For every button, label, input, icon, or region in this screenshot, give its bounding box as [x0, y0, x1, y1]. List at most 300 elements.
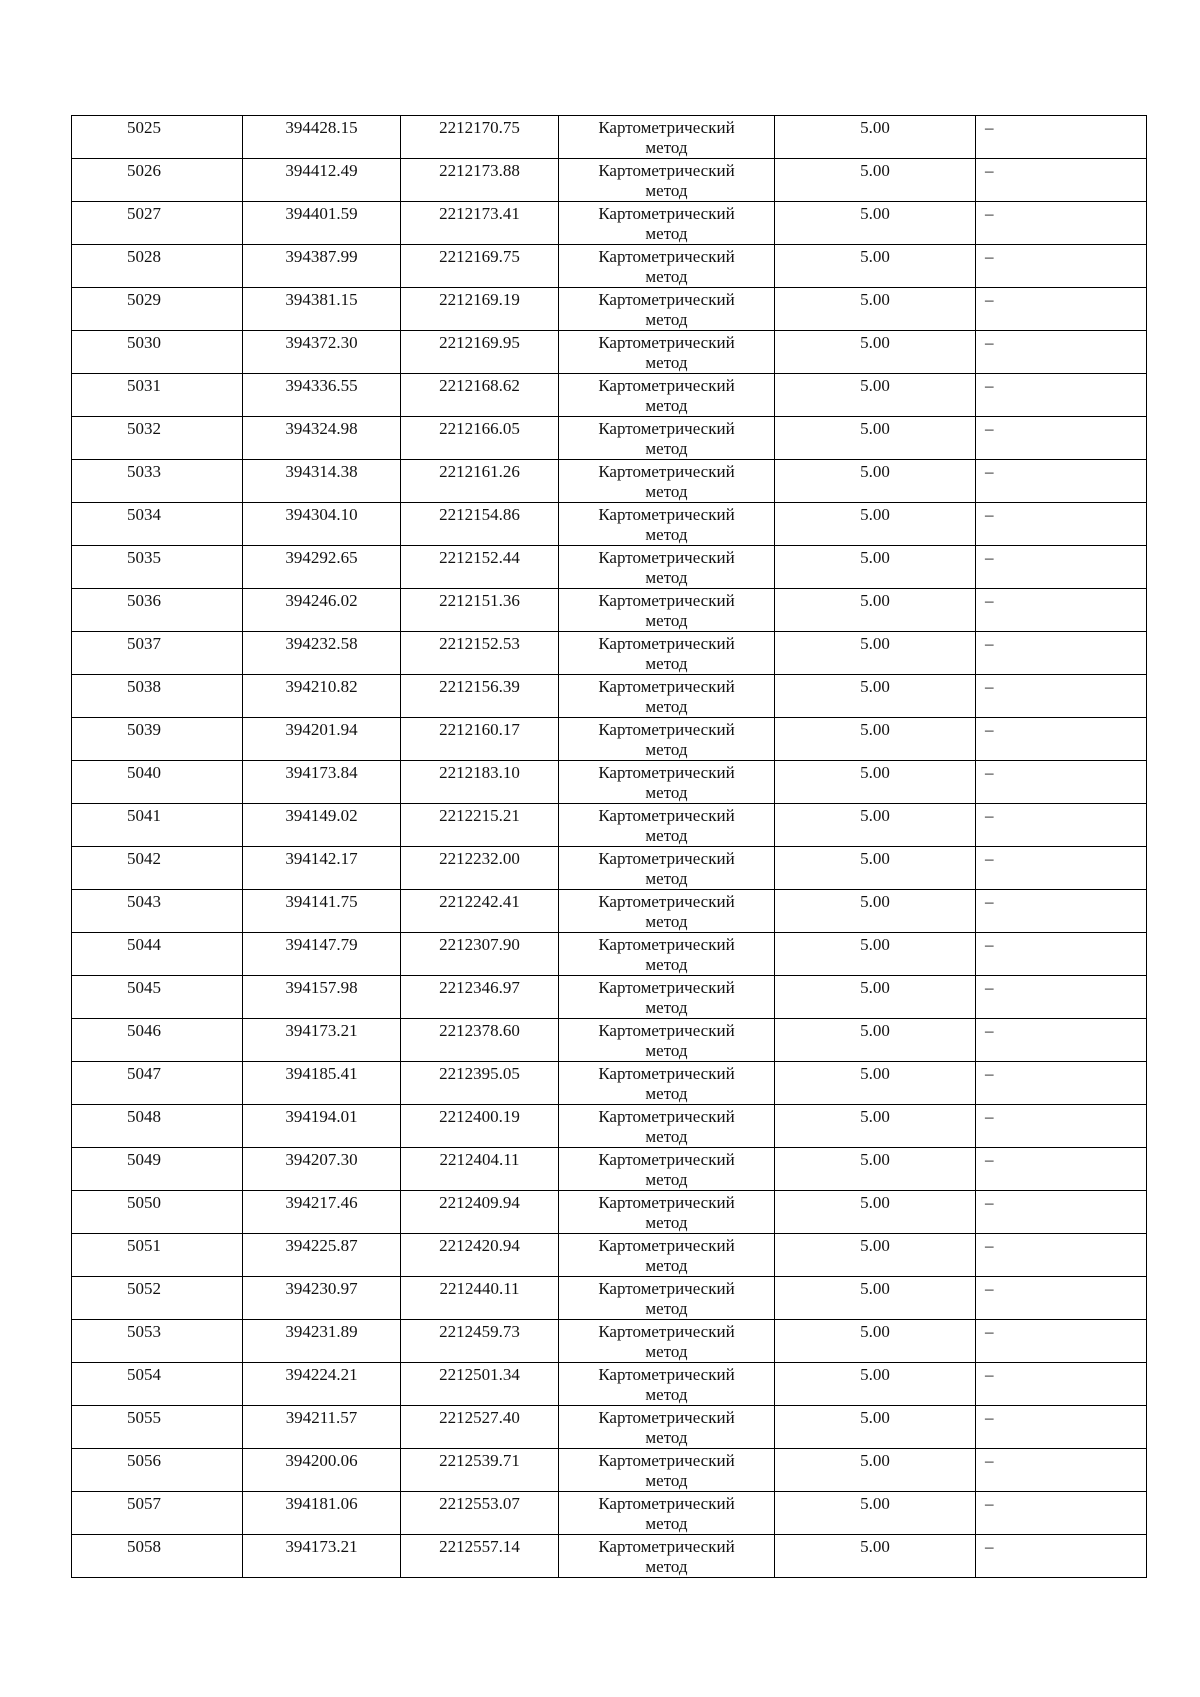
note-cell: –: [976, 976, 1147, 1019]
method-line-1: Картометрический: [598, 935, 735, 954]
precision-cell: 5.00: [775, 503, 976, 546]
precision-cell: 5.00: [775, 976, 976, 1019]
method-cell: [559, 1191, 775, 1234]
method-line-2: метод: [645, 1127, 688, 1146]
method-line-2: метод: [645, 955, 688, 974]
method-cell: [559, 202, 775, 245]
y-coordinate-cell: 2212173.41: [401, 202, 559, 245]
method-line-2: метод: [645, 1041, 688, 1060]
x-coordinate-cell: 394149.02: [243, 804, 401, 847]
method-cell: [559, 1320, 775, 1363]
precision-cell: 5.00: [775, 1277, 976, 1320]
method-line-1: Картометрический: [598, 1150, 735, 1169]
point-number-cell: 5044: [72, 933, 243, 976]
y-coordinate-cell: 2212395.05: [401, 1062, 559, 1105]
table-row: [72, 245, 1147, 288]
method-line-1: Картометрический: [598, 892, 735, 911]
precision-cell: 5.00: [775, 1062, 976, 1105]
x-coordinate-cell: 394231.89: [243, 1320, 401, 1363]
method-cell: [559, 417, 775, 460]
method-line-2: метод: [645, 1084, 688, 1103]
method-line-1: Картометрический: [598, 720, 735, 739]
method-line-1: Картометрический: [598, 1193, 735, 1212]
precision-cell: 5.00: [775, 546, 976, 589]
note-cell: –: [976, 159, 1147, 202]
point-number-cell: 5037: [72, 632, 243, 675]
x-coordinate-cell: 394230.97: [243, 1277, 401, 1320]
precision-cell: 5.00: [775, 245, 976, 288]
y-coordinate-cell: 2212168.62: [401, 374, 559, 417]
point-number-cell: 5055: [72, 1406, 243, 1449]
method-line-1: Картометрический: [598, 1365, 735, 1384]
point-number-cell: 5054: [72, 1363, 243, 1406]
precision-cell: 5.00: [775, 1234, 976, 1277]
method-cell: [559, 331, 775, 374]
method-line-2: метод: [645, 1256, 688, 1275]
table-row: [72, 1535, 1147, 1578]
note-cell: –: [976, 589, 1147, 632]
note-cell: –: [976, 1492, 1147, 1535]
method-line-1: Картометрический: [598, 548, 735, 567]
method-cell: [559, 632, 775, 675]
point-number-cell: 5027: [72, 202, 243, 245]
x-coordinate-cell: 394381.15: [243, 288, 401, 331]
precision-cell: 5.00: [775, 1019, 976, 1062]
method-line-2: метод: [645, 310, 688, 329]
method-cell: [559, 1492, 775, 1535]
table-row: [72, 589, 1147, 632]
table-row: [72, 202, 1147, 245]
x-coordinate-cell: 394142.17: [243, 847, 401, 890]
x-coordinate-cell: 394387.99: [243, 245, 401, 288]
point-number-cell: 5034: [72, 503, 243, 546]
coordinates-table: [71, 115, 1147, 1578]
note-cell: –: [976, 804, 1147, 847]
method-cell: [559, 1363, 775, 1406]
method-cell: [559, 933, 775, 976]
method-cell: [559, 718, 775, 761]
method-line-1: Картометрический: [598, 1494, 735, 1513]
x-coordinate-cell: 394194.01: [243, 1105, 401, 1148]
y-coordinate-cell: 2212161.26: [401, 460, 559, 503]
method-line-2: метод: [645, 1213, 688, 1232]
method-line-1: Картометрический: [598, 634, 735, 653]
method-line-1: Картометрический: [598, 462, 735, 481]
precision-cell: 5.00: [775, 761, 976, 804]
note-cell: –: [976, 460, 1147, 503]
precision-cell: 5.00: [775, 1191, 976, 1234]
table-row: [72, 847, 1147, 890]
table-row: [72, 1320, 1147, 1363]
point-number-cell: 5036: [72, 589, 243, 632]
table-row: [72, 374, 1147, 417]
method-line-1: Картометрический: [598, 1408, 735, 1427]
method-cell: [559, 245, 775, 288]
table-row: [72, 546, 1147, 589]
y-coordinate-cell: 2212557.14: [401, 1535, 559, 1578]
point-number-cell: 5058: [72, 1535, 243, 1578]
note-cell: –: [976, 933, 1147, 976]
point-number-cell: 5045: [72, 976, 243, 1019]
table-row: [72, 331, 1147, 374]
method-line-1: Картометрический: [598, 978, 735, 997]
point-number-cell: 5048: [72, 1105, 243, 1148]
method-line-1: Картометрический: [598, 290, 735, 309]
point-number-cell: 5043: [72, 890, 243, 933]
method-line-1: Картометрический: [598, 806, 735, 825]
y-coordinate-cell: 2212183.10: [401, 761, 559, 804]
table-row: [72, 116, 1147, 159]
x-coordinate-cell: 394336.55: [243, 374, 401, 417]
method-cell: [559, 675, 775, 718]
method-cell: [559, 1535, 775, 1578]
method-line-1: Картометрический: [598, 376, 735, 395]
precision-cell: 5.00: [775, 933, 976, 976]
y-coordinate-cell: 2212346.97: [401, 976, 559, 1019]
method-line-2: метод: [645, 1557, 688, 1576]
method-cell: [559, 847, 775, 890]
method-cell: [559, 1105, 775, 1148]
precision-cell: 5.00: [775, 1105, 976, 1148]
table-row: [72, 1406, 1147, 1449]
x-coordinate-cell: 394225.87: [243, 1234, 401, 1277]
method-line-2: метод: [645, 525, 688, 544]
method-line-1: Картометрический: [598, 1021, 735, 1040]
table-row: [72, 159, 1147, 202]
method-line-1: Картометрический: [598, 849, 735, 868]
point-number-cell: 5035: [72, 546, 243, 589]
table-row: [72, 1019, 1147, 1062]
y-coordinate-cell: 2212307.90: [401, 933, 559, 976]
point-number-cell: 5056: [72, 1449, 243, 1492]
x-coordinate-cell: 394217.46: [243, 1191, 401, 1234]
note-cell: –: [976, 1148, 1147, 1191]
x-coordinate-cell: 394207.30: [243, 1148, 401, 1191]
precision-cell: 5.00: [775, 288, 976, 331]
y-coordinate-cell: 2212152.53: [401, 632, 559, 675]
precision-cell: 5.00: [775, 675, 976, 718]
method-cell: [559, 159, 775, 202]
x-coordinate-cell: 394211.57: [243, 1406, 401, 1449]
note-cell: –: [976, 1062, 1147, 1105]
precision-cell: 5.00: [775, 202, 976, 245]
note-cell: –: [976, 116, 1147, 159]
method-cell: [559, 804, 775, 847]
x-coordinate-cell: 394246.02: [243, 589, 401, 632]
precision-cell: 5.00: [775, 890, 976, 933]
method-line-2: метод: [645, 1299, 688, 1318]
note-cell: –: [976, 288, 1147, 331]
note-cell: –: [976, 503, 1147, 546]
y-coordinate-cell: 2212232.00: [401, 847, 559, 890]
precision-cell: 5.00: [775, 847, 976, 890]
method-cell: [559, 976, 775, 1019]
precision-cell: 5.00: [775, 460, 976, 503]
point-number-cell: 5057: [72, 1492, 243, 1535]
precision-cell: 5.00: [775, 589, 976, 632]
note-cell: –: [976, 546, 1147, 589]
method-line-2: метод: [645, 998, 688, 1017]
table-row: [72, 1492, 1147, 1535]
table-row: [72, 1449, 1147, 1492]
method-cell: [559, 1406, 775, 1449]
method-line-2: метод: [645, 697, 688, 716]
method-line-2: метод: [645, 783, 688, 802]
table-row: [72, 460, 1147, 503]
table-row: [72, 417, 1147, 460]
x-coordinate-cell: 394173.21: [243, 1535, 401, 1578]
point-number-cell: 5039: [72, 718, 243, 761]
x-coordinate-cell: 394324.98: [243, 417, 401, 460]
note-cell: –: [976, 374, 1147, 417]
method-cell: [559, 288, 775, 331]
note-cell: –: [976, 632, 1147, 675]
x-coordinate-cell: 394181.06: [243, 1492, 401, 1535]
method-line-1: Картометрический: [598, 1236, 735, 1255]
note-cell: –: [976, 331, 1147, 374]
method-line-2: метод: [645, 1514, 688, 1533]
point-number-cell: 5051: [72, 1234, 243, 1277]
table-row: [72, 976, 1147, 1019]
point-number-cell: 5032: [72, 417, 243, 460]
method-line-2: метод: [645, 267, 688, 286]
y-coordinate-cell: 2212166.05: [401, 417, 559, 460]
precision-cell: 5.00: [775, 374, 976, 417]
method-line-2: метод: [645, 869, 688, 888]
point-number-cell: 5049: [72, 1148, 243, 1191]
y-coordinate-cell: 2212404.11: [401, 1148, 559, 1191]
note-cell: –: [976, 718, 1147, 761]
precision-cell: 5.00: [775, 159, 976, 202]
point-number-cell: 5025: [72, 116, 243, 159]
method-line-1: Картометрический: [598, 419, 735, 438]
y-coordinate-cell: 2212440.11: [401, 1277, 559, 1320]
x-coordinate-cell: 394210.82: [243, 675, 401, 718]
x-coordinate-cell: 394224.21: [243, 1363, 401, 1406]
method-cell: [559, 589, 775, 632]
y-coordinate-cell: 2212169.75: [401, 245, 559, 288]
method-line-1: Картометрический: [598, 204, 735, 223]
precision-cell: 5.00: [775, 1148, 976, 1191]
y-coordinate-cell: 2212501.34: [401, 1363, 559, 1406]
method-line-2: метод: [645, 568, 688, 587]
table-row: [72, 1234, 1147, 1277]
y-coordinate-cell: 2212156.39: [401, 675, 559, 718]
x-coordinate-cell: 394157.98: [243, 976, 401, 1019]
x-coordinate-cell: 394412.49: [243, 159, 401, 202]
method-line-1: Картометрический: [598, 505, 735, 524]
note-cell: –: [976, 202, 1147, 245]
x-coordinate-cell: 394201.94: [243, 718, 401, 761]
table-row: [72, 933, 1147, 976]
method-line-1: Картометрический: [598, 1107, 735, 1126]
table-body: [72, 116, 1147, 1578]
point-number-cell: 5042: [72, 847, 243, 890]
note-cell: –: [976, 1320, 1147, 1363]
y-coordinate-cell: 2212420.94: [401, 1234, 559, 1277]
method-line-2: метод: [645, 1342, 688, 1361]
y-coordinate-cell: 2212527.40: [401, 1406, 559, 1449]
note-cell: –: [976, 1019, 1147, 1062]
method-line-1: Картометрический: [598, 1537, 735, 1556]
x-coordinate-cell: 394372.30: [243, 331, 401, 374]
point-number-cell: 5040: [72, 761, 243, 804]
table-row: [72, 890, 1147, 933]
y-coordinate-cell: 2212242.41: [401, 890, 559, 933]
method-cell: [559, 460, 775, 503]
precision-cell: 5.00: [775, 116, 976, 159]
precision-cell: 5.00: [775, 1535, 976, 1578]
note-cell: –: [976, 890, 1147, 933]
y-coordinate-cell: 2212169.95: [401, 331, 559, 374]
method-line-1: Картометрический: [598, 1064, 735, 1083]
note-cell: –: [976, 675, 1147, 718]
point-number-cell: 5033: [72, 460, 243, 503]
point-number-cell: 5029: [72, 288, 243, 331]
table-row: [72, 675, 1147, 718]
y-coordinate-cell: 2212459.73: [401, 1320, 559, 1363]
point-number-cell: 5031: [72, 374, 243, 417]
y-coordinate-cell: 2212409.94: [401, 1191, 559, 1234]
table-row: [72, 1148, 1147, 1191]
method-line-1: Картометрический: [598, 247, 735, 266]
precision-cell: 5.00: [775, 718, 976, 761]
point-number-cell: 5047: [72, 1062, 243, 1105]
method-line-2: метод: [645, 439, 688, 458]
point-number-cell: 5041: [72, 804, 243, 847]
table-row: [72, 1277, 1147, 1320]
y-coordinate-cell: 2212151.36: [401, 589, 559, 632]
method-line-1: Картометрический: [598, 1451, 735, 1470]
y-coordinate-cell: 2212160.17: [401, 718, 559, 761]
table-row: [72, 1062, 1147, 1105]
method-cell: [559, 1062, 775, 1105]
method-line-2: метод: [645, 181, 688, 200]
method-line-1: Картометрический: [598, 118, 735, 137]
method-line-2: метод: [645, 611, 688, 630]
method-cell: [559, 1019, 775, 1062]
method-cell: [559, 503, 775, 546]
point-number-cell: 5050: [72, 1191, 243, 1234]
table-row: [72, 718, 1147, 761]
point-number-cell: 5046: [72, 1019, 243, 1062]
x-coordinate-cell: 394200.06: [243, 1449, 401, 1492]
precision-cell: 5.00: [775, 1406, 976, 1449]
method-cell: [559, 116, 775, 159]
note-cell: –: [976, 1363, 1147, 1406]
y-coordinate-cell: 2212378.60: [401, 1019, 559, 1062]
note-cell: –: [976, 1449, 1147, 1492]
note-cell: –: [976, 1406, 1147, 1449]
method-line-2: метод: [645, 353, 688, 372]
point-number-cell: 5038: [72, 675, 243, 718]
y-coordinate-cell: 2212215.21: [401, 804, 559, 847]
table-row: [72, 1105, 1147, 1148]
precision-cell: 5.00: [775, 1363, 976, 1406]
table-row: [72, 503, 1147, 546]
method-line-2: метод: [645, 1170, 688, 1189]
table-row: [72, 804, 1147, 847]
y-coordinate-cell: 2212173.88: [401, 159, 559, 202]
x-coordinate-cell: 394141.75: [243, 890, 401, 933]
method-line-2: метод: [645, 654, 688, 673]
method-line-1: Картометрический: [598, 333, 735, 352]
precision-cell: 5.00: [775, 417, 976, 460]
table-row: [72, 1363, 1147, 1406]
note-cell: –: [976, 1234, 1147, 1277]
x-coordinate-cell: 394185.41: [243, 1062, 401, 1105]
point-number-cell: 5026: [72, 159, 243, 202]
method-line-1: Картометрический: [598, 763, 735, 782]
method-line-2: метод: [645, 1428, 688, 1447]
method-line-1: Картометрический: [598, 1322, 735, 1341]
x-coordinate-cell: 394173.21: [243, 1019, 401, 1062]
precision-cell: 5.00: [775, 331, 976, 374]
y-coordinate-cell: 2212169.19: [401, 288, 559, 331]
method-line-2: метод: [645, 396, 688, 415]
y-coordinate-cell: 2212400.19: [401, 1105, 559, 1148]
method-cell: [559, 1148, 775, 1191]
note-cell: –: [976, 1105, 1147, 1148]
point-number-cell: 5028: [72, 245, 243, 288]
x-coordinate-cell: 394232.58: [243, 632, 401, 675]
method-line-2: метод: [645, 482, 688, 501]
precision-cell: 5.00: [775, 1492, 976, 1535]
method-line-1: Картометрический: [598, 677, 735, 696]
method-cell: [559, 1277, 775, 1320]
note-cell: –: [976, 245, 1147, 288]
method-cell: [559, 890, 775, 933]
method-line-2: метод: [645, 1471, 688, 1490]
table-row: [72, 288, 1147, 331]
precision-cell: 5.00: [775, 632, 976, 675]
point-number-cell: 5053: [72, 1320, 243, 1363]
method-line-2: метод: [645, 912, 688, 931]
x-coordinate-cell: 394173.84: [243, 761, 401, 804]
method-line-1: Картометрический: [598, 591, 735, 610]
y-coordinate-cell: 2212553.07: [401, 1492, 559, 1535]
note-cell: –: [976, 761, 1147, 804]
precision-cell: 5.00: [775, 1449, 976, 1492]
method-cell: [559, 374, 775, 417]
note-cell: –: [976, 1277, 1147, 1320]
method-line-2: метод: [645, 1385, 688, 1404]
note-cell: –: [976, 1535, 1147, 1578]
method-line-1: Картометрический: [598, 1279, 735, 1298]
method-line-2: метод: [645, 138, 688, 157]
note-cell: –: [976, 1191, 1147, 1234]
method-cell: [559, 761, 775, 804]
note-cell: –: [976, 417, 1147, 460]
x-coordinate-cell: 394304.10: [243, 503, 401, 546]
table-row: [72, 761, 1147, 804]
method-line-2: метод: [645, 224, 688, 243]
table-row: [72, 1191, 1147, 1234]
note-cell: –: [976, 847, 1147, 890]
table-row: [72, 632, 1147, 675]
method-line-2: метод: [645, 740, 688, 759]
x-coordinate-cell: 394401.59: [243, 202, 401, 245]
method-cell: [559, 1234, 775, 1277]
x-coordinate-cell: 394292.65: [243, 546, 401, 589]
x-coordinate-cell: 394147.79: [243, 933, 401, 976]
method-line-1: Картометрический: [598, 161, 735, 180]
point-number-cell: 5030: [72, 331, 243, 374]
method-line-2: метод: [645, 826, 688, 845]
x-coordinate-cell: 394428.15: [243, 116, 401, 159]
precision-cell: 5.00: [775, 1320, 976, 1363]
precision-cell: 5.00: [775, 804, 976, 847]
